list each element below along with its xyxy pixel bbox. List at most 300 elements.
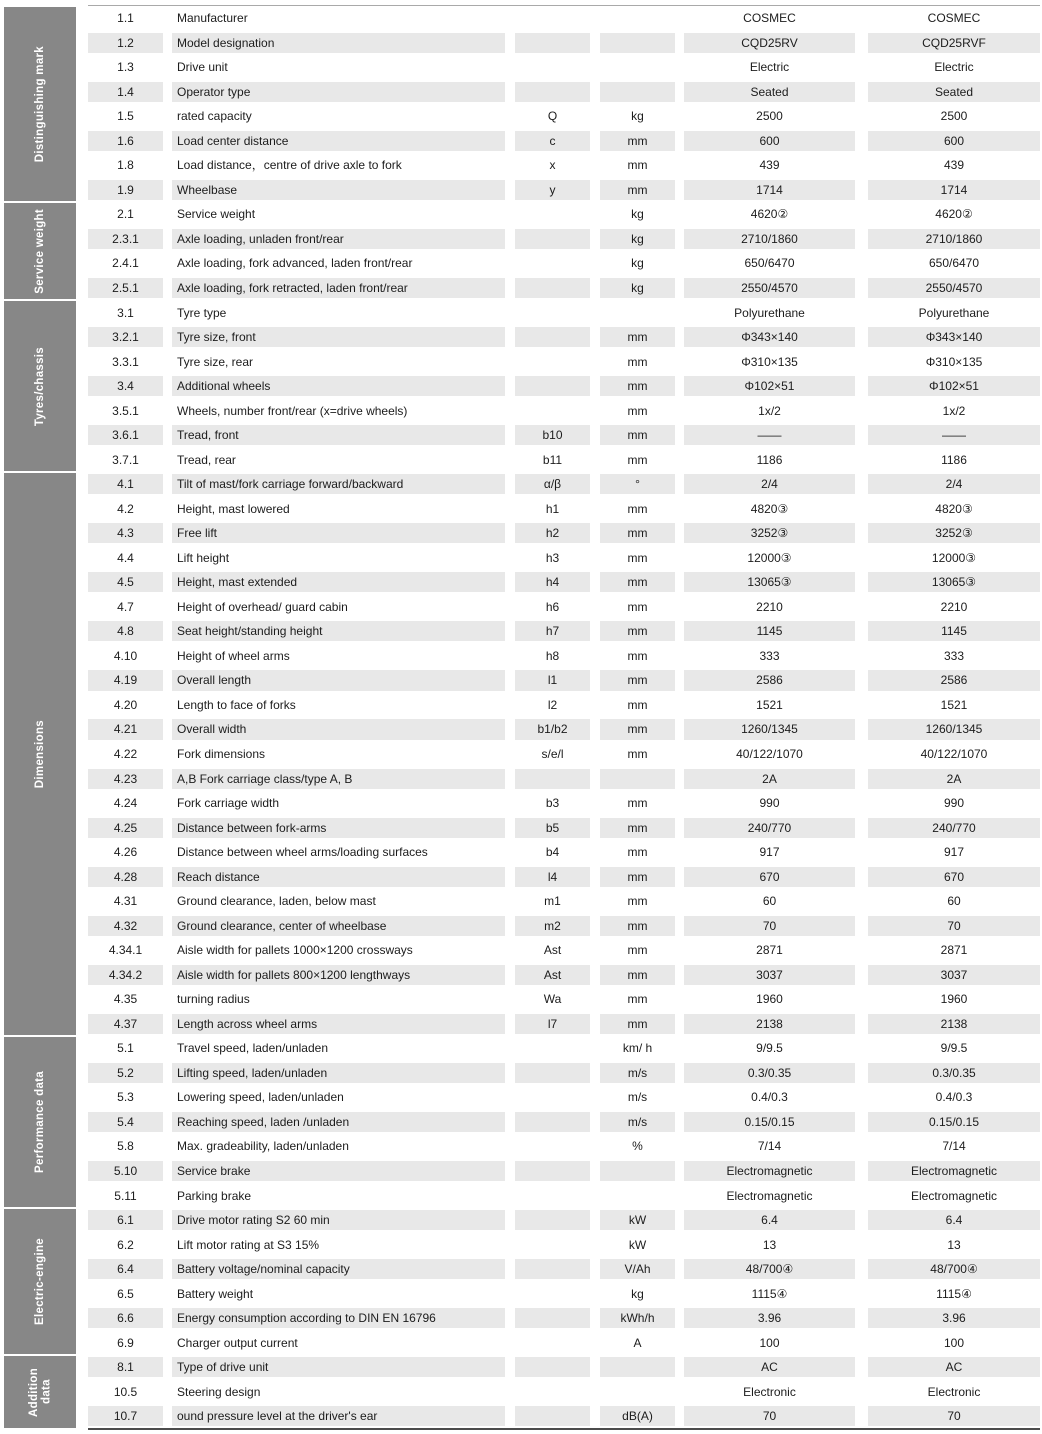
cell-unit: kg bbox=[631, 207, 644, 222]
table-row bbox=[0, 202, 1042, 227]
cell-value-model-2: 439 bbox=[943, 158, 965, 173]
table-row bbox=[0, 1061, 1042, 1086]
table-row bbox=[0, 914, 1042, 939]
table-row bbox=[0, 864, 1042, 889]
cell-value-model-2: Electronic bbox=[927, 1384, 981, 1399]
cell-value-model-2: Electromagnetic bbox=[910, 1188, 998, 1203]
cell-value-model-2: 917 bbox=[943, 845, 965, 860]
cell-index: 5.3 bbox=[117, 1090, 134, 1105]
cell-value-model-1: 3.96 bbox=[684, 1308, 855, 1328]
cell-unit: mm bbox=[600, 621, 675, 641]
cell-value-model-2: Φ102×51 bbox=[868, 376, 1040, 396]
cell-description: Max. gradeability, laden/unladen bbox=[177, 1139, 349, 1154]
table-row bbox=[0, 766, 1042, 791]
cell-unit bbox=[600, 33, 675, 53]
cell-symbol: h2 bbox=[515, 523, 590, 543]
cell-unit: mm bbox=[600, 965, 675, 985]
cell-unit bbox=[600, 8, 675, 28]
cell-symbol: b11 bbox=[542, 452, 563, 467]
cell-value-model-1: 1186 bbox=[756, 452, 783, 467]
cell-index: 1.2 bbox=[88, 33, 163, 53]
cell-description: Load distance，centre of drive axle to fork bbox=[177, 158, 402, 173]
table-row bbox=[0, 1306, 1042, 1331]
table-row bbox=[0, 1134, 1042, 1159]
cell-description: Axle loading, unladen front/rear bbox=[172, 229, 505, 249]
cell-unit: kg bbox=[600, 229, 675, 249]
cell-value-model-1: 2A bbox=[684, 769, 855, 789]
cell-value-model-1: Electric bbox=[749, 60, 790, 75]
cell-unit: mm bbox=[627, 894, 648, 909]
cell-value-model-2: 70 bbox=[868, 916, 1040, 936]
cell-unit bbox=[600, 303, 675, 323]
cell-description: Additional wheels bbox=[172, 376, 505, 396]
cell-value-model-2: 1186 bbox=[941, 452, 967, 467]
section-label: Dimensions bbox=[33, 719, 46, 789]
section-label: Performance data bbox=[33, 1070, 46, 1173]
cell-index: 4.7 bbox=[117, 599, 134, 614]
cell-index: 10.7 bbox=[88, 1406, 163, 1426]
cell-symbol: h6 bbox=[545, 599, 560, 614]
cell-unit: m/s bbox=[600, 1063, 675, 1083]
cell-symbol bbox=[515, 1210, 590, 1230]
table-row bbox=[0, 497, 1042, 522]
cell-unit: mm bbox=[600, 867, 675, 887]
table-row bbox=[0, 129, 1042, 154]
cell-description: Tyre size, rear bbox=[177, 354, 254, 369]
cell-description: Aisle width for pallets 800×1200 lengthways bbox=[172, 965, 505, 985]
cell-description: Charger output current bbox=[177, 1335, 298, 1350]
cell-value-model-1: Φ343×140 bbox=[684, 327, 855, 347]
cell-symbol: x bbox=[549, 158, 556, 173]
cell-value-model-2: 3037 bbox=[868, 965, 1040, 985]
cell-symbol: Q bbox=[547, 109, 558, 124]
cell-value-model-2: 4820③ bbox=[935, 501, 973, 516]
cell-value-model-2: 2586 bbox=[868, 670, 1040, 690]
cell-description: Ground clearance, laden, below mast bbox=[177, 894, 376, 909]
cell-unit: mm bbox=[600, 719, 675, 739]
cell-unit bbox=[600, 769, 675, 789]
cell-index: 5.10 bbox=[88, 1161, 163, 1181]
table-row bbox=[0, 80, 1042, 105]
cell-value-model-1: 1960 bbox=[756, 992, 783, 1007]
cell-symbol bbox=[515, 1136, 590, 1156]
cell-unit bbox=[600, 82, 675, 102]
cell-value-model-1: 2500 bbox=[756, 109, 783, 124]
cell-unit: mm bbox=[627, 697, 648, 712]
cell-index: 4.21 bbox=[88, 719, 163, 739]
table-row bbox=[0, 742, 1042, 767]
cell-unit: mm bbox=[600, 818, 675, 838]
cell-description: Lifting speed, laden/unladen bbox=[172, 1063, 505, 1083]
cell-value-model-1: Electromagnetic bbox=[684, 1161, 855, 1181]
cell-description: ound pressure level at the driver's ear bbox=[172, 1406, 505, 1426]
table-row bbox=[0, 276, 1042, 301]
cell-symbol: y bbox=[515, 180, 590, 200]
cell-value-model-2: Polyurethane bbox=[918, 305, 990, 320]
cell-value-model-2: 0.15/0.15 bbox=[868, 1112, 1040, 1132]
cell-symbol bbox=[515, 1087, 590, 1107]
cell-description: Overall length bbox=[172, 670, 505, 690]
cell-symbol: m1 bbox=[544, 894, 561, 909]
cell-symbol: Ast bbox=[515, 965, 590, 985]
cell-value-model-1: 2710/1860 bbox=[684, 229, 855, 249]
cell-symbol: Wa bbox=[543, 992, 562, 1007]
cell-unit bbox=[600, 57, 675, 77]
cell-value-model-1: 0.15/0.15 bbox=[684, 1112, 855, 1132]
cell-index: 1.5 bbox=[117, 109, 134, 124]
cell-unit: mm bbox=[627, 501, 648, 516]
cell-unit: mm bbox=[627, 599, 648, 614]
cell-index: 4.25 bbox=[88, 818, 163, 838]
cell-symbol bbox=[515, 1112, 590, 1132]
cell-description: Distance between wheel arms/loading surfaces bbox=[177, 845, 428, 860]
cell-value-model-2: 60 bbox=[947, 894, 961, 909]
cell-index: 6.6 bbox=[88, 1308, 163, 1328]
cell-value-model-1: 13065③ bbox=[684, 572, 855, 592]
cell-symbol bbox=[515, 1259, 590, 1279]
cell-value-model-2: 1960 bbox=[940, 992, 968, 1007]
cell-index: 10.5 bbox=[113, 1384, 138, 1399]
cell-symbol: l4 bbox=[515, 867, 590, 887]
table-row bbox=[0, 472, 1042, 497]
cell-index: 1.4 bbox=[88, 82, 163, 102]
cell-index: 3.1 bbox=[117, 305, 134, 320]
table-row bbox=[0, 1355, 1042, 1380]
cell-value-model-1: 3037 bbox=[684, 965, 855, 985]
cell-description: Energy consumption according to DIN EN 16796 bbox=[172, 1308, 505, 1328]
cell-symbol bbox=[515, 1186, 590, 1206]
cell-index: 4.22 bbox=[113, 747, 138, 762]
cell-value-model-1: 1115④ bbox=[751, 1286, 788, 1301]
cell-unit: kg bbox=[631, 256, 644, 271]
cell-description: Load center distance bbox=[172, 131, 505, 151]
cell-symbol: l2 bbox=[547, 697, 558, 712]
cell-index: 5.8 bbox=[117, 1139, 134, 1154]
cell-value-model-2: 12000③ bbox=[931, 550, 977, 565]
cell-index: 4.23 bbox=[88, 769, 163, 789]
cell-index: 8.1 bbox=[88, 1357, 163, 1377]
cell-description: Overall width bbox=[172, 719, 505, 739]
cell-index: 4.3 bbox=[88, 523, 163, 543]
cell-symbol: c bbox=[515, 131, 590, 151]
cell-symbol: m2 bbox=[515, 916, 590, 936]
cell-value-model-2: 0.4/0.3 bbox=[935, 1090, 973, 1105]
section-label: Tyres/chassis bbox=[33, 346, 46, 426]
cell-value-model-1: 240/770 bbox=[684, 818, 855, 838]
cell-index: 4.31 bbox=[113, 894, 138, 909]
cell-value-model-1: COSMEC bbox=[743, 11, 796, 26]
cell-symbol bbox=[515, 33, 590, 53]
cell-index: 4.34.1 bbox=[108, 943, 143, 958]
cell-unit: mm bbox=[627, 550, 648, 565]
cell-value-model-2: 9/9.5 bbox=[940, 1041, 968, 1056]
cell-index: 3.7.1 bbox=[112, 452, 139, 467]
cell-description: Height of overhead/ guard cabin bbox=[177, 599, 348, 614]
cell-description: Length across wheel arms bbox=[172, 1014, 505, 1034]
cell-unit: kW bbox=[600, 1210, 675, 1230]
cell-value-model-2: 990 bbox=[943, 796, 965, 811]
table-row bbox=[0, 153, 1042, 178]
cell-value-model-2: 70 bbox=[868, 1406, 1040, 1426]
cell-index: 2.3.1 bbox=[88, 229, 163, 249]
cell-value-model-2: 2871 bbox=[940, 943, 968, 958]
cell-index: 4.24 bbox=[113, 796, 138, 811]
cell-value-model-2: 1714 bbox=[868, 180, 1040, 200]
cell-symbol: b1/b2 bbox=[515, 719, 590, 739]
cell-value-model-1: 13 bbox=[762, 1237, 777, 1252]
cell-value-model-1: Φ102×51 bbox=[684, 376, 855, 396]
cell-symbol: l7 bbox=[515, 1014, 590, 1034]
cell-description: rated capacity bbox=[177, 109, 252, 124]
table-row bbox=[0, 987, 1042, 1012]
table-row bbox=[0, 1159, 1042, 1184]
cell-unit: mm bbox=[627, 354, 648, 369]
cell-unit: mm bbox=[600, 572, 675, 592]
table-row bbox=[0, 1331, 1042, 1356]
table-row bbox=[0, 448, 1042, 473]
cell-index: 4.8 bbox=[88, 621, 163, 641]
cell-unit: ° bbox=[600, 474, 675, 494]
cell-unit bbox=[600, 1382, 675, 1402]
cell-value-model-1: 1260/1345 bbox=[684, 719, 855, 739]
cell-index: 3.3.1 bbox=[112, 354, 139, 369]
cell-symbol bbox=[515, 1308, 590, 1328]
section-label: Service weight bbox=[33, 208, 46, 294]
cell-symbol bbox=[515, 1333, 590, 1353]
cell-index: 2.4.1 bbox=[112, 256, 139, 271]
cell-description: Aisle width for pallets 1000×1200 crossways bbox=[177, 943, 413, 958]
cell-description: Seat height/standing height bbox=[172, 621, 505, 641]
cell-unit: % bbox=[632, 1139, 643, 1154]
cell-index: 1.8 bbox=[117, 158, 134, 173]
cell-description: Height of wheel arms bbox=[177, 648, 290, 663]
cell-description: Model designation bbox=[172, 33, 505, 53]
cell-description: turning radius bbox=[177, 992, 250, 1007]
table-row bbox=[0, 1183, 1042, 1208]
cell-symbol: b4 bbox=[545, 845, 560, 860]
cell-index: 4.2 bbox=[117, 501, 134, 516]
cell-value-model-2: 240/770 bbox=[868, 818, 1040, 838]
cell-unit: mm bbox=[600, 425, 675, 445]
cell-symbol bbox=[515, 769, 590, 789]
table-row bbox=[0, 1110, 1042, 1135]
cell-value-model-1: 2550/4570 bbox=[684, 278, 855, 298]
table-row bbox=[0, 570, 1042, 595]
table-row bbox=[0, 325, 1042, 350]
cell-value-model-2: Electric bbox=[934, 60, 974, 75]
cell-value-model-1: 600 bbox=[684, 131, 855, 151]
cell-description: Free lift bbox=[172, 523, 505, 543]
cell-value-model-2: 40/122/1070 bbox=[920, 747, 988, 762]
cell-description: Tilt of mast/fork carriage forward/backward bbox=[172, 474, 505, 494]
cell-symbol bbox=[515, 376, 590, 396]
cell-index: 2.5.1 bbox=[88, 278, 163, 298]
cell-unit bbox=[600, 1161, 675, 1181]
cell-value-model-1: Polyurethane bbox=[734, 305, 805, 320]
cell-value-model-2: 100 bbox=[943, 1335, 965, 1350]
cell-symbol bbox=[515, 303, 590, 323]
cell-symbol: b5 bbox=[515, 818, 590, 838]
table-row bbox=[0, 693, 1042, 718]
cell-value-model-2: 2138 bbox=[868, 1014, 1040, 1034]
cell-index: 4.37 bbox=[88, 1014, 163, 1034]
cell-symbol bbox=[515, 229, 590, 249]
cell-index: 4.1 bbox=[88, 474, 163, 494]
cell-value-model-2: 2A bbox=[868, 769, 1040, 789]
cell-unit: mm bbox=[600, 180, 675, 200]
cell-unit: m/s bbox=[627, 1090, 648, 1105]
cell-value-model-1: Electromagnetic bbox=[726, 1188, 813, 1203]
cell-index: 4.32 bbox=[88, 916, 163, 936]
cell-description: Service weight bbox=[177, 207, 256, 222]
cell-value-model-1: 2586 bbox=[684, 670, 855, 690]
cell-symbol: l1 bbox=[515, 670, 590, 690]
table-row bbox=[0, 1257, 1042, 1282]
cell-symbol bbox=[515, 1038, 590, 1058]
cell-index: 6.9 bbox=[117, 1335, 134, 1350]
cell-description: Reach distance bbox=[172, 867, 505, 887]
cell-value-model-1: 1521 bbox=[756, 697, 783, 712]
cell-index: 1.6 bbox=[88, 131, 163, 151]
cell-value-model-1: 990 bbox=[759, 796, 780, 811]
cell-value-model-2: CQD25RVF bbox=[868, 33, 1040, 53]
cell-value-model-2: 48/700④ bbox=[868, 1259, 1040, 1279]
cell-value-model-1: 12000③ bbox=[747, 550, 792, 565]
table-row bbox=[0, 1208, 1042, 1233]
cell-value-model-2: 650/6470 bbox=[928, 256, 980, 271]
cell-value-model-2: Electromagnetic bbox=[868, 1161, 1040, 1181]
cell-symbol: h7 bbox=[515, 621, 590, 641]
cell-value-model-1: 7/14 bbox=[757, 1139, 782, 1154]
cell-description: Wheels, number front/rear (x=drive wheels) bbox=[177, 403, 408, 418]
cell-description: Ground clearance, center of wheelbase bbox=[172, 916, 505, 936]
cell-value-model-1: 3252③ bbox=[684, 523, 855, 543]
cell-index: 3.6.1 bbox=[88, 425, 163, 445]
cell-value-model-1: 70 bbox=[684, 1406, 855, 1426]
cell-value-model-1: —— bbox=[684, 425, 855, 445]
table-row bbox=[0, 889, 1042, 914]
cell-index: 5.2 bbox=[88, 1063, 163, 1083]
cell-value-model-2: AC bbox=[868, 1357, 1040, 1377]
table-row bbox=[0, 1085, 1042, 1110]
cell-symbol bbox=[515, 352, 590, 372]
cell-description: Tyre type bbox=[177, 305, 227, 320]
table-row bbox=[0, 104, 1042, 129]
cell-value-model-2: 2500 bbox=[940, 109, 968, 124]
cell-description: Tread, rear bbox=[177, 452, 236, 467]
cell-value-model-1: 70 bbox=[684, 916, 855, 936]
table-row bbox=[0, 6, 1042, 31]
cell-description: Parking brake bbox=[177, 1188, 252, 1203]
table-row bbox=[0, 423, 1042, 448]
cell-value-model-1: 2/4 bbox=[684, 474, 855, 494]
cell-value-model-2: 13065③ bbox=[868, 572, 1040, 592]
cell-value-model-2: Seated bbox=[868, 82, 1040, 102]
cell-value-model-1: 40/122/1070 bbox=[736, 747, 803, 762]
cell-symbol: Ast bbox=[543, 943, 562, 958]
cell-value-model-1: 1x/2 bbox=[758, 403, 781, 418]
cell-unit: mm bbox=[627, 648, 648, 663]
cell-value-model-2: 6.4 bbox=[868, 1210, 1040, 1230]
cell-unit: A bbox=[633, 1335, 642, 1350]
table-row bbox=[0, 1012, 1042, 1037]
cell-symbol bbox=[515, 1284, 590, 1304]
cell-description: Tread, front bbox=[172, 425, 505, 445]
cell-unit: kg bbox=[631, 109, 644, 124]
cell-value-model-1: AC bbox=[684, 1357, 855, 1377]
cell-symbol: b3 bbox=[545, 796, 560, 811]
cell-value-model-1: CQD25RV bbox=[684, 33, 855, 53]
table-row bbox=[0, 963, 1042, 988]
cell-unit: mm bbox=[627, 796, 648, 811]
cell-description: Drive unit bbox=[177, 60, 228, 75]
cell-unit: mm bbox=[600, 670, 675, 690]
cell-symbol: s/e/l bbox=[541, 747, 564, 762]
cell-index: 6.5 bbox=[117, 1286, 134, 1301]
cell-unit: mm bbox=[627, 943, 648, 958]
cell-description: Travel speed, laden/unladen bbox=[177, 1041, 328, 1056]
cell-unit: mm bbox=[627, 747, 648, 762]
cell-description: Operator type bbox=[172, 82, 505, 102]
table-row bbox=[0, 1404, 1042, 1429]
cell-value-model-1: Φ310×135 bbox=[741, 354, 798, 369]
table-row bbox=[0, 521, 1042, 546]
cell-value-model-1: Seated bbox=[684, 82, 855, 102]
cell-unit bbox=[600, 1186, 675, 1206]
cell-value-model-2: 3.96 bbox=[868, 1308, 1040, 1328]
cell-value-model-2: 1521 bbox=[940, 697, 968, 712]
cell-value-model-1: 333 bbox=[759, 648, 780, 663]
cell-symbol bbox=[515, 1406, 590, 1426]
cell-symbol bbox=[515, 253, 590, 273]
cell-description: Steering design bbox=[177, 1384, 261, 1399]
cell-description: Manufacturer bbox=[177, 11, 248, 26]
cell-symbol: h4 bbox=[515, 572, 590, 592]
cell-value-model-1: 1714 bbox=[684, 180, 855, 200]
table-row bbox=[0, 595, 1042, 620]
table-row bbox=[0, 619, 1042, 644]
cell-description: Fork carriage width bbox=[177, 796, 280, 811]
cell-unit: mm bbox=[600, 376, 675, 396]
cell-index: 4.4 bbox=[117, 550, 134, 565]
table-row bbox=[0, 938, 1042, 963]
cell-value-model-1: 2871 bbox=[756, 943, 783, 958]
cell-description: Lift motor rating at S3 15% bbox=[177, 1237, 320, 1252]
cell-description: Type of drive unit bbox=[172, 1357, 505, 1377]
cell-index: 3.5.1 bbox=[112, 403, 139, 418]
cell-symbol: h8 bbox=[545, 648, 560, 663]
cell-index: 4.34.2 bbox=[88, 965, 163, 985]
cell-value-model-2: 1115④ bbox=[936, 1286, 972, 1301]
cell-unit: kWh/h bbox=[600, 1308, 675, 1328]
cell-value-model-1: 48/700④ bbox=[684, 1259, 855, 1279]
cell-index: 4.28 bbox=[88, 867, 163, 887]
table-row bbox=[0, 717, 1042, 742]
cell-index: 3.2.1 bbox=[88, 327, 163, 347]
cell-unit: mm bbox=[600, 327, 675, 347]
cell-unit: mm bbox=[627, 845, 648, 860]
cell-description: Tyre size, front bbox=[172, 327, 505, 347]
cell-unit: kg bbox=[631, 1286, 644, 1301]
cell-index: 1.1 bbox=[117, 11, 134, 26]
cell-symbol bbox=[515, 1063, 590, 1083]
cell-unit: kg bbox=[600, 278, 675, 298]
table-row bbox=[0, 251, 1042, 276]
cell-unit: km/ h bbox=[622, 1041, 653, 1056]
cell-value-model-1: 60 bbox=[762, 894, 777, 909]
cell-unit: mm bbox=[627, 403, 648, 418]
cell-value-model-1: 9/9.5 bbox=[756, 1041, 783, 1056]
